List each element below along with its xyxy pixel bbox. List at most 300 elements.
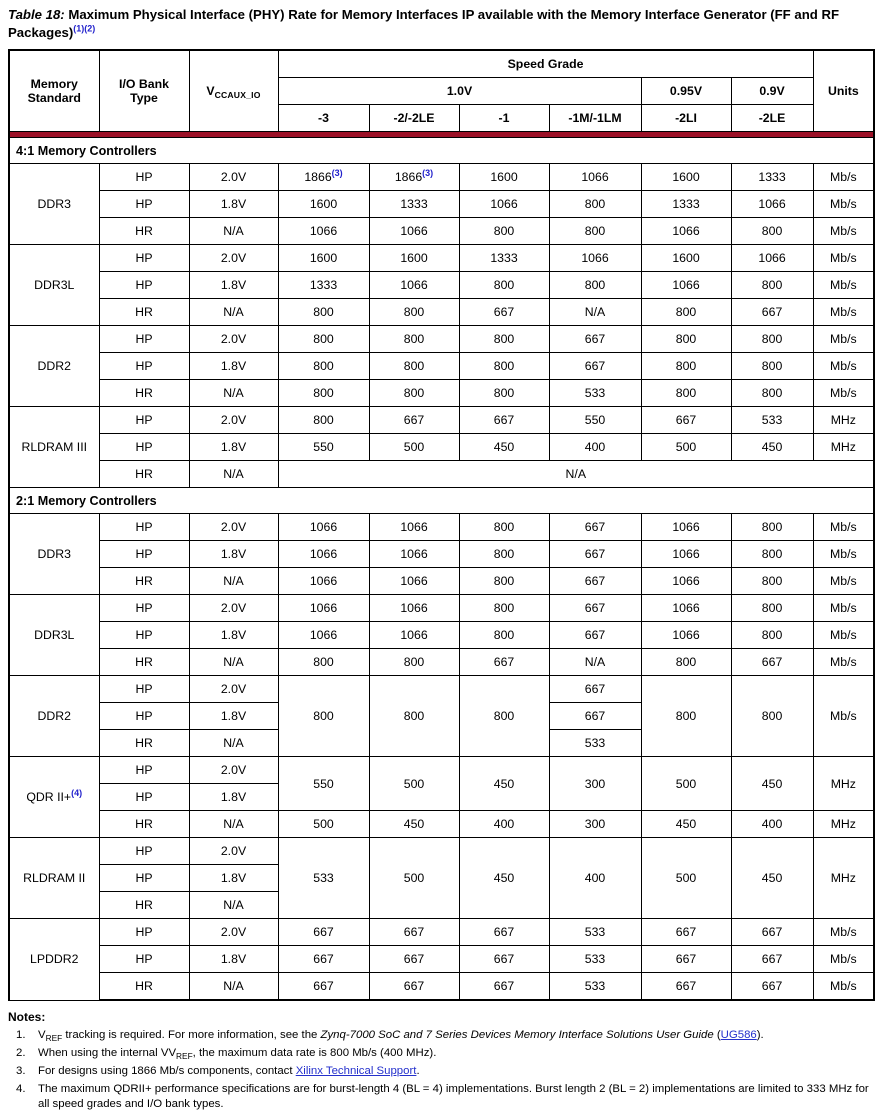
rate-cell: 1600: [278, 245, 369, 272]
note-text-post: .: [416, 1065, 420, 1078]
note-text: tracking is required. For more information, see the: [65, 1029, 321, 1042]
rate-cell: 667: [731, 649, 813, 676]
units-cell: Mb/s: [813, 272, 874, 299]
rate-cell: 1066: [369, 541, 459, 568]
rate-cell: 667: [549, 514, 641, 541]
io-bank-cell: HP: [99, 245, 189, 272]
table-row: [9, 164, 874, 191]
rate-cell: 667: [549, 622, 641, 649]
vccaux-cell: N/A: [189, 461, 278, 488]
rate-cell: 800: [641, 326, 731, 353]
rate-cell: 1066: [278, 218, 369, 245]
vccaux-cell: 1.8V: [189, 353, 278, 380]
note-number: 2.: [16, 1047, 26, 1060]
rate-cell: 1066: [369, 568, 459, 595]
header-grade-2le: -2LE: [731, 105, 813, 132]
section-row-2to1: [9, 488, 874, 514]
vccaux-cell: 1.8V: [189, 272, 278, 299]
io-bank-cell: HP: [99, 595, 189, 622]
io-bank-cell: HP: [99, 272, 189, 299]
rate-cell: 667: [549, 676, 641, 703]
vccaux-cell: N/A: [189, 892, 278, 919]
rate-cell: 1066: [369, 272, 459, 299]
table-row: [9, 649, 874, 676]
rate-cell-merged: 450: [731, 838, 813, 919]
header-vccaux-io: $V_{CCAUX\_IO}$: [189, 50, 278, 132]
io-bank-cell: HR: [99, 811, 189, 838]
rate-cell: 800: [459, 353, 549, 380]
rate-cell: 667: [641, 946, 731, 973]
units-cell: MHz: [813, 434, 874, 461]
rate-cell: 667: [549, 595, 641, 622]
rate-cell: 800: [641, 380, 731, 407]
rate-cell: 1066: [278, 622, 369, 649]
table-row: [9, 514, 874, 541]
rate-cell-merged: 450: [459, 757, 549, 811]
vccaux-cell: 1.8V: [189, 865, 278, 892]
rate-cell: 450: [369, 811, 459, 838]
rate-cell: 1066: [641, 514, 731, 541]
rate-cell: 667: [549, 353, 641, 380]
header-grade-1m-1lm: -1M/-1LM: [549, 105, 641, 132]
qdr-footnote-marker: (4): [71, 787, 83, 798]
rate-cell: 667: [369, 919, 459, 946]
rate-cell: 533: [549, 380, 641, 407]
table-caption: [8, 6, 873, 42]
vccaux-cell: 1.8V: [189, 622, 278, 649]
rate-cell: 400: [549, 434, 641, 461]
note-number: 4.: [16, 1083, 26, 1096]
rate-cell: 667: [459, 649, 549, 676]
memory-standard-cell: DDR3L: [9, 245, 99, 326]
rate-cell: 800: [641, 299, 731, 326]
rate-cell: 800: [549, 272, 641, 299]
vccaux-cell: N/A: [189, 649, 278, 676]
rate-cell: 667: [369, 407, 459, 434]
rate-cell: 800: [459, 272, 549, 299]
memory-standard-cell: RLDRAM II: [9, 838, 99, 919]
rate-cell: 800: [459, 380, 549, 407]
io-bank-cell: HP: [99, 407, 189, 434]
table-row: [9, 326, 874, 353]
units-cell: Mb/s: [813, 541, 874, 568]
rate-cell: 800: [459, 622, 549, 649]
table-row: [9, 973, 874, 1001]
table-row: [9, 568, 874, 595]
note-text-post: ).: [756, 1029, 764, 1042]
table-row: [9, 622, 874, 649]
note-item-1: 1. $V_{REF}$ tracking is required. For more information, see the Zynq-7000 SoC and 7 Series Devices Memory Interface Solutions User Guide (UG586).: [16, 1029, 764, 1043]
rate-cell-merged: 800: [278, 676, 369, 757]
memory-standard-cell: DDR3: [9, 164, 99, 245]
units-cell: Mb/s: [813, 649, 874, 676]
note-number: 1.: [16, 1029, 26, 1042]
rate-cell: 800: [731, 541, 813, 568]
notes-heading: Notes:: [8, 1010, 46, 1024]
table-row: [9, 299, 874, 326]
units-cell: Mb/s: [813, 191, 874, 218]
rate-cell: 800: [459, 218, 549, 245]
vref-symbol: $V_{REF}$: [168, 1047, 193, 1061]
rate-cell: 800: [278, 299, 369, 326]
caption-footnote-1: (1): [73, 23, 85, 34]
note-item-3: [8, 1064, 873, 1078]
table-row: [9, 757, 874, 784]
caption-footnote-2: (2): [84, 23, 96, 34]
vccaux-cell: N/A: [189, 568, 278, 595]
table-row: [9, 541, 874, 568]
units-cell: MHz: [813, 757, 874, 811]
rate-cell: 1600: [641, 245, 731, 272]
header-io-bank-type: I/O Bank Type: [99, 50, 189, 132]
rate-cell: 667: [641, 407, 731, 434]
units-cell: Mb/s: [813, 919, 874, 946]
rate-cell: 1066: [278, 514, 369, 541]
table-row: [9, 353, 874, 380]
note-text: For designs using 1866 Mb/s components, contact: [38, 1065, 296, 1078]
rate-cell: 1333: [278, 272, 369, 299]
rate-cell: 500: [278, 811, 369, 838]
rate-cell-merged: 450: [459, 838, 549, 919]
rate-cell: 533: [549, 730, 641, 757]
vccaux-cell: 2.0V: [189, 919, 278, 946]
rate-cell: 1066: [278, 541, 369, 568]
rate-cell: 800: [369, 380, 459, 407]
io-bank-cell: HR: [99, 568, 189, 595]
rate-cell: 800: [731, 568, 813, 595]
rate-cell: 667: [549, 326, 641, 353]
rate-cell: 1066: [731, 191, 813, 218]
header-units: Units: [813, 50, 874, 132]
rate-cell: 800: [278, 353, 369, 380]
rate-cell: 1333: [731, 164, 813, 191]
io-bank-cell: HP: [99, 946, 189, 973]
rate-cell: 667: [549, 568, 641, 595]
header-voltage-0.95v: 0.95V: [641, 78, 731, 105]
rate-cell-spanned: N/A: [278, 461, 874, 488]
rate-cell-merged: 500: [369, 757, 459, 811]
header-grade-2-2le: -2/-2LE: [369, 105, 459, 132]
units-cell: Mb/s: [813, 676, 874, 757]
io-bank-cell: HP: [99, 676, 189, 703]
rate-cell: 667: [459, 299, 549, 326]
vccaux-cell: 1.8V: [189, 434, 278, 461]
rate-cell: 1066: [369, 622, 459, 649]
io-bank-cell: HP: [99, 353, 189, 380]
memory-standard-cell: RLDRAM III: [9, 407, 99, 488]
rate-cell: 533: [549, 973, 641, 1001]
rate-cell: 1066: [641, 622, 731, 649]
vccaux-cell: 2.0V: [189, 514, 278, 541]
rate-cell: 667: [459, 973, 549, 1001]
rate-cell-merged: 500: [369, 838, 459, 919]
units-cell: Mb/s: [813, 164, 874, 191]
rate-cell: 1066: [731, 245, 813, 272]
rate-cell: 800: [731, 272, 813, 299]
header-speed-grade: Speed Grade: [278, 50, 813, 78]
rate-cell: 667: [731, 946, 813, 973]
rate-cell: 800: [459, 541, 549, 568]
rate-cell: 800: [549, 218, 641, 245]
table-row: [9, 595, 874, 622]
vccaux-cell: 2.0V: [189, 164, 278, 191]
rate-cell-merged: 500: [641, 757, 731, 811]
io-bank-cell: HP: [99, 919, 189, 946]
table-row: [9, 434, 874, 461]
table-row: [9, 245, 874, 272]
phy-rate-table: [8, 49, 875, 1001]
vccaux-cell: N/A: [189, 299, 278, 326]
io-bank-cell: HR: [99, 892, 189, 919]
rate-cell: 1066: [369, 218, 459, 245]
rate-cell: 667: [459, 919, 549, 946]
rate-cell: 450: [459, 434, 549, 461]
io-bank-cell: HR: [99, 973, 189, 1001]
header-voltage-0.9v: 0.9V: [731, 78, 813, 105]
io-bank-cell: HP: [99, 164, 189, 191]
table-title-line2: Generator (FF and RF Packages): [8, 7, 840, 40]
rate-cell: 667: [459, 407, 549, 434]
vccaux-cell: 2.0V: [189, 407, 278, 434]
header-grade-1: -1: [459, 105, 549, 132]
units-cell: Mb/s: [813, 973, 874, 1001]
rate-cell: 800: [278, 380, 369, 407]
table-title-line1: Maximum Physical Interface (PHY) Rate for Memory Interfaces IP available with the Memory Interface: [68, 7, 700, 22]
memory-standard-cell: DDR2: [9, 326, 99, 407]
rate-cell: 800: [641, 353, 731, 380]
rate-cell-merged: 400: [549, 838, 641, 919]
rate-cell: 667: [369, 973, 459, 1001]
rate-cell: 667: [549, 541, 641, 568]
rate-cell: 800: [369, 299, 459, 326]
table-row: [9, 407, 874, 434]
rate-cell: 550: [278, 434, 369, 461]
rate-cell: 1600: [369, 245, 459, 272]
vccaux-cell: 1.8V: [189, 946, 278, 973]
rate-cell-merged: 533: [278, 838, 369, 919]
header-voltage-1.0v: 1.0V: [278, 78, 641, 105]
rate-cell: N/A: [549, 299, 641, 326]
vccaux-cell: 2.0V: [189, 838, 278, 865]
rate-cell: 1866$^{(3)}$: [278, 164, 369, 191]
vccaux-cell: 1.8V: [189, 541, 278, 568]
rate-cell-merged: 800: [641, 676, 731, 757]
rate-cell: 800: [731, 353, 813, 380]
io-bank-cell: HP: [99, 326, 189, 353]
rate-cell-merged: 800: [459, 676, 549, 757]
rate-cell: 1066: [369, 595, 459, 622]
units-cell: Mb/s: [813, 218, 874, 245]
rate-cell: 533: [549, 919, 641, 946]
rate-cell: 667: [731, 299, 813, 326]
note-text: When using the internal V: [38, 1047, 169, 1060]
io-bank-cell: HP: [99, 865, 189, 892]
rate-cell: 1600: [641, 164, 731, 191]
io-bank-cell: HP: [99, 514, 189, 541]
rate-cell: 500: [641, 434, 731, 461]
rate-cell: 667: [731, 919, 813, 946]
vccaux-cell: 2.0V: [189, 676, 278, 703]
rate-cell: 533: [731, 407, 813, 434]
memory-standard-cell: LPDDR2: [9, 919, 99, 1001]
note-number: 3.: [16, 1065, 26, 1078]
rate-cell-merged: 800: [731, 676, 813, 757]
table-row: [9, 191, 874, 218]
units-cell: MHz: [813, 838, 874, 919]
units-cell: Mb/s: [813, 595, 874, 622]
table-number: Table 18:: [8, 7, 65, 22]
table-row: [9, 946, 874, 973]
note-item-2: [8, 1046, 873, 1060]
rate-cell: 800: [459, 568, 549, 595]
rate-cell: 1866$^{(3)}$: [369, 164, 459, 191]
io-bank-cell: HR: [99, 461, 189, 488]
rate-cell-merged: 300: [549, 757, 641, 811]
units-cell: Mb/s: [813, 299, 874, 326]
header-grade-3: -3: [278, 105, 369, 132]
units-cell: Mb/s: [813, 568, 874, 595]
table-header: [9, 50, 874, 138]
rate-cell: 667: [549, 703, 641, 730]
rate-cell: 800: [459, 514, 549, 541]
memory-standard-cell: QDR II+$^{(4)}$: [9, 757, 99, 838]
section-title-4to1: 4:1 Memory Controllers: [9, 138, 874, 164]
rate-cell: 1066: [641, 272, 731, 299]
vccaux-cell: N/A: [189, 730, 278, 757]
rate-cell: 800: [731, 218, 813, 245]
rate-cell: 667: [278, 946, 369, 973]
memory-standard-cell: DDR3L: [9, 595, 99, 676]
rate-cell: 450: [731, 434, 813, 461]
rate-cell: 450: [641, 811, 731, 838]
rate-cell: 800: [731, 380, 813, 407]
units-cell: Mb/s: [813, 326, 874, 353]
table-row: [9, 380, 874, 407]
rate-cell: 300: [549, 811, 641, 838]
units-cell: MHz: [813, 407, 874, 434]
table-row: [9, 676, 874, 703]
io-bank-cell: HR: [99, 380, 189, 407]
rate-cell: 800: [278, 649, 369, 676]
vccaux-cell: N/A: [189, 811, 278, 838]
io-bank-cell: HP: [99, 838, 189, 865]
note-text: The maximum QDRII+ performance specifications are for burst-length 4 (BL = 4) implementations. Burst length 2 (BL = 2) implementations are limited to 333 MHz for all speed grades and I/O bank types.: [38, 1083, 869, 1110]
rate-cell: 800: [549, 191, 641, 218]
rate-cell: 1600: [459, 164, 549, 191]
rate-cell: 1066: [278, 568, 369, 595]
vccaux-cell: N/A: [189, 973, 278, 1001]
io-bank-cell: HP: [99, 757, 189, 784]
vccaux-cell: 2.0V: [189, 326, 278, 353]
units-cell: Mb/s: [813, 380, 874, 407]
note-item-4: [8, 1082, 873, 1111]
rate-cell: 550: [549, 407, 641, 434]
rate-cell: 400: [459, 811, 549, 838]
vccaux-cell: 1.8V: [189, 191, 278, 218]
rate-cell: 1066: [641, 541, 731, 568]
table-body: [9, 138, 874, 1001]
rate-cell: 400: [731, 811, 813, 838]
rate-cell: 1600: [278, 191, 369, 218]
rate-cell: 1066: [278, 595, 369, 622]
header-grade-2li: -2LI: [641, 105, 731, 132]
vccaux-cell: 2.0V: [189, 595, 278, 622]
rate-cell: 800: [641, 649, 731, 676]
rate-cell: 800: [731, 326, 813, 353]
units-cell: Mb/s: [813, 245, 874, 272]
io-bank-cell: HP: [99, 541, 189, 568]
rate-cell: 1333: [641, 191, 731, 218]
memory-standard-cell: DDR3: [9, 514, 99, 595]
io-bank-cell: HP: [99, 784, 189, 811]
table-row: [9, 811, 874, 838]
rate-cell: 533: [549, 946, 641, 973]
io-bank-cell: HP: [99, 191, 189, 218]
rate-cell: 667: [278, 919, 369, 946]
rate-cell: 1066: [459, 191, 549, 218]
io-bank-cell: HR: [99, 730, 189, 757]
memory-standard-cell: DDR2: [9, 676, 99, 757]
vccaux-cell: 2.0V: [189, 245, 278, 272]
rate-cell: 800: [731, 622, 813, 649]
rate-cell-merged: 550: [278, 757, 369, 811]
rate-cell: N/A: [549, 649, 641, 676]
io-bank-cell: HP: [99, 622, 189, 649]
section-title-2to1: 2:1 Memory Controllers: [9, 488, 874, 514]
rate-cell: 500: [369, 434, 459, 461]
units-cell: Mb/s: [813, 946, 874, 973]
rate-cell-merged: 450: [731, 757, 813, 811]
rate-cell-merged: 500: [641, 838, 731, 919]
rate-cell: 667: [369, 946, 459, 973]
io-bank-cell: HP: [99, 703, 189, 730]
vccaux-cell: 1.8V: [189, 703, 278, 730]
rate-cell: 1066: [641, 218, 731, 245]
rate-cell: 667: [641, 919, 731, 946]
note-italic-title: Zynq-7000 SoC and 7 Series Devices Memory Interface Solutions User Guide: [320, 1029, 714, 1042]
notes-list: [8, 1028, 873, 1111]
rate-cell: 1066: [641, 595, 731, 622]
units-cell: Mb/s: [813, 622, 874, 649]
rate-cell: 800: [278, 407, 369, 434]
rate-cell: 1333: [369, 191, 459, 218]
table-row: [9, 838, 874, 865]
rate-cell: 800: [278, 326, 369, 353]
io-bank-cell: HR: [99, 299, 189, 326]
rate-cell: 1066: [549, 164, 641, 191]
rate-cell: 667: [459, 946, 549, 973]
rate-cell: 667: [731, 973, 813, 1001]
rate-cell: 800: [459, 326, 549, 353]
units-cell: Mb/s: [813, 514, 874, 541]
vccaux-cell: N/A: [189, 218, 278, 245]
rate-cell: 800: [369, 649, 459, 676]
table-row: [9, 272, 874, 299]
ug586-link[interactable]: UG586: [720, 1029, 757, 1042]
vref-symbol: $V_{REF}$: [38, 1029, 63, 1043]
rate-cell: 667: [278, 973, 369, 1001]
units-cell: MHz: [813, 811, 874, 838]
rate-cell: 800: [731, 595, 813, 622]
table-row: [9, 218, 874, 245]
units-cell: Mb/s: [813, 353, 874, 380]
xilinx-support-link[interactable]: Xilinx Technical Support: [295, 1065, 417, 1078]
section-row-4to1: [9, 138, 874, 164]
rate-cell: 667: [641, 973, 731, 1001]
rate-cell: 800: [369, 326, 459, 353]
note-text-post: , the maximum data rate is 800 Mb/s (400 MHz).: [192, 1047, 437, 1060]
rate-cell: 1066: [549, 245, 641, 272]
